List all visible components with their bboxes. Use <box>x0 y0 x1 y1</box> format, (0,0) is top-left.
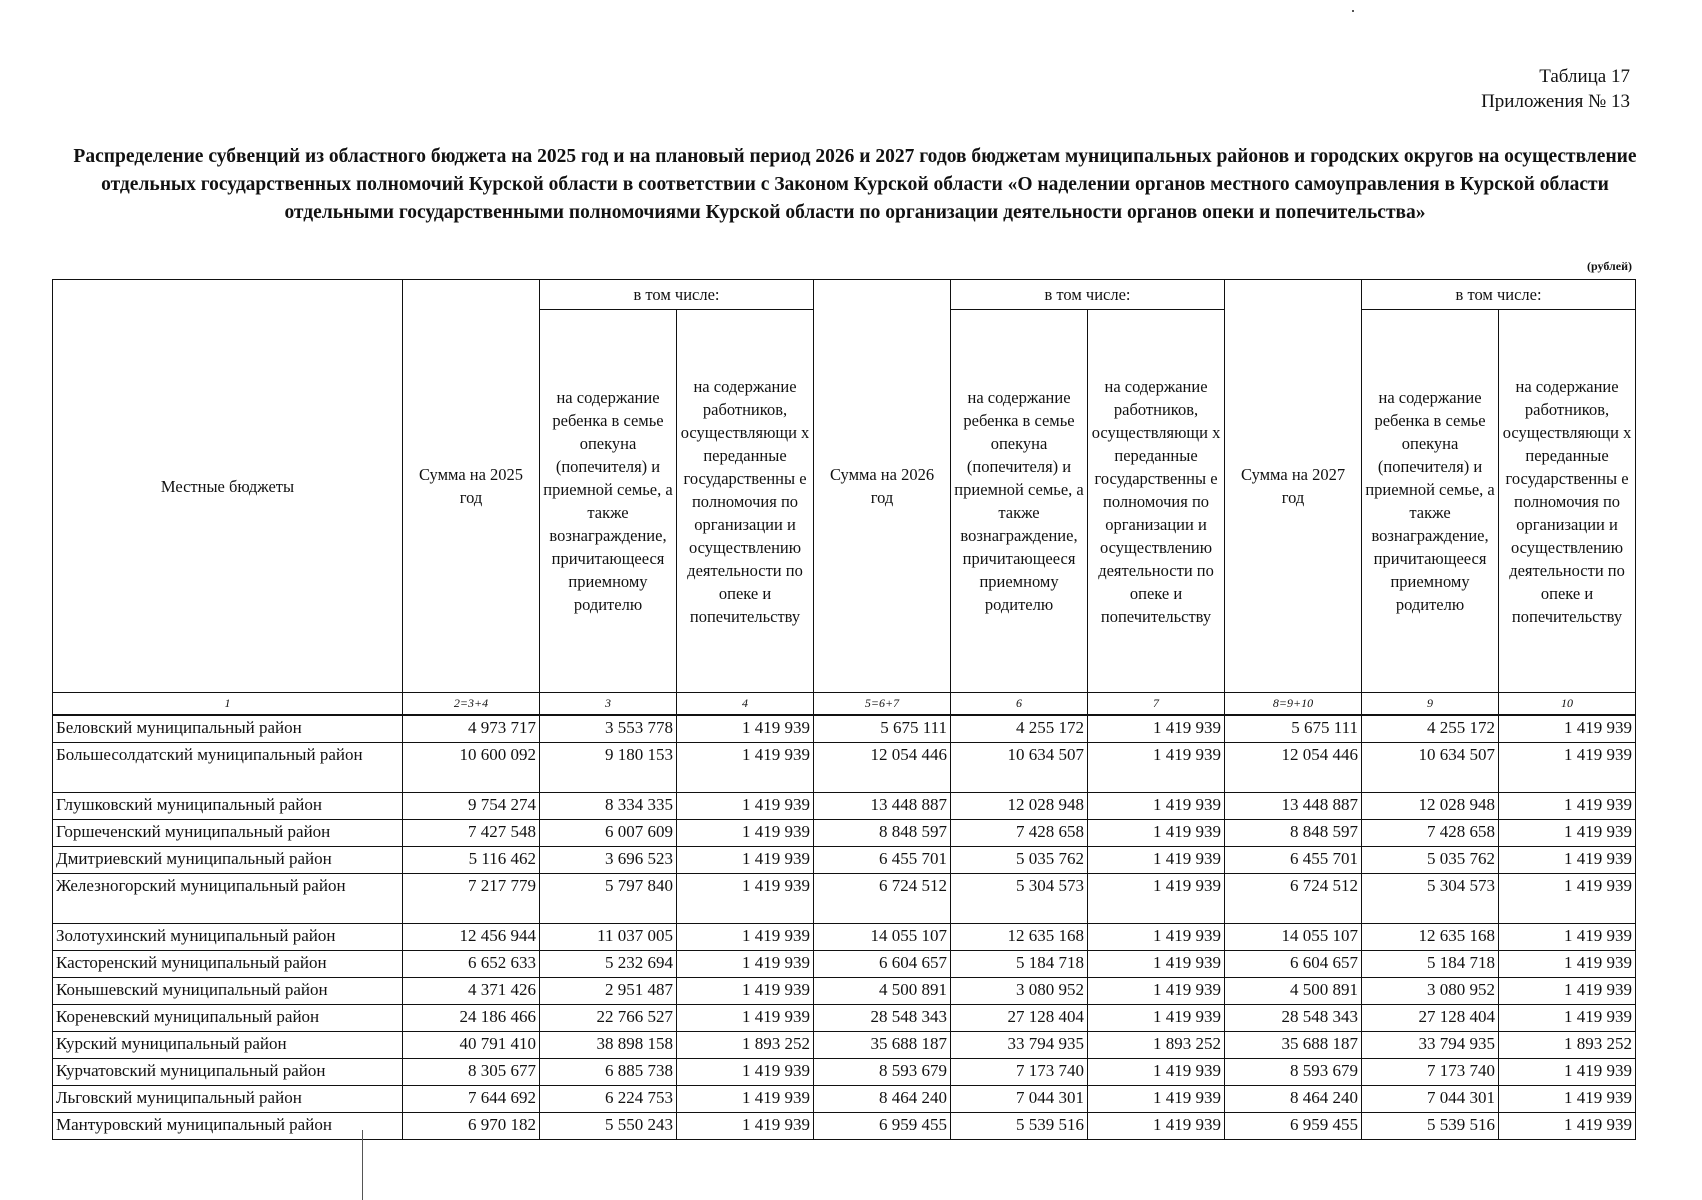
table-row <box>53 951 1636 978</box>
district-name: Курский муниципальный район <box>53 1032 403 1059</box>
value-cell: 12 054 446 <box>1225 743 1362 793</box>
column-number: 6 <box>951 693 1088 716</box>
value-cell: 12 456 944 <box>403 924 540 951</box>
column-number-row <box>53 693 1636 716</box>
district-name: Беловский муниципальный район <box>53 715 403 743</box>
value-cell: 1 419 939 <box>677 978 814 1005</box>
value-cell: 14 055 107 <box>814 924 951 951</box>
value-cell: 33 794 935 <box>951 1032 1088 1059</box>
value-cell: 5 304 573 <box>1362 874 1499 924</box>
column-number: 10 <box>1499 693 1636 716</box>
value-cell: 11 037 005 <box>540 924 677 951</box>
value-cell: 10 634 507 <box>1362 743 1499 793</box>
value-cell: 5 539 516 <box>1362 1113 1499 1140</box>
value-cell: 6 007 609 <box>540 820 677 847</box>
value-cell: 4 500 891 <box>814 978 951 1005</box>
value-cell: 1 419 939 <box>1499 715 1636 743</box>
value-cell: 7 428 658 <box>951 820 1088 847</box>
value-cell: 1 419 939 <box>1499 978 1636 1005</box>
value-cell: 12 635 168 <box>951 924 1088 951</box>
table-row <box>53 978 1636 1005</box>
value-cell: 5 184 718 <box>1362 951 1499 978</box>
value-cell: 6 224 753 <box>540 1086 677 1113</box>
value-cell: 12 054 446 <box>814 743 951 793</box>
value-cell: 1 419 939 <box>1088 1005 1225 1032</box>
table-row <box>53 793 1636 820</box>
value-cell: 1 419 939 <box>1088 847 1225 874</box>
table-row <box>53 1113 1636 1140</box>
value-cell: 1 419 939 <box>1088 820 1225 847</box>
value-cell: 5 550 243 <box>540 1113 677 1140</box>
table-label-block <box>1330 64 1630 114</box>
value-cell: 1 419 939 <box>677 847 814 874</box>
value-cell: 1 419 939 <box>677 951 814 978</box>
value-cell: 1 419 939 <box>1499 1005 1636 1032</box>
district-name: Золотухинский муниципальный район <box>53 924 403 951</box>
table-row <box>53 924 1636 951</box>
value-cell: 1 419 939 <box>1499 743 1636 793</box>
value-cell: 1 893 252 <box>1499 1032 1636 1059</box>
value-cell: 9 180 153 <box>540 743 677 793</box>
value-cell: 35 688 187 <box>1225 1032 1362 1059</box>
value-cell: 4 371 426 <box>403 978 540 1005</box>
value-cell: 1 419 939 <box>1088 715 1225 743</box>
value-cell: 7 173 740 <box>1362 1059 1499 1086</box>
value-cell: 1 419 939 <box>1088 951 1225 978</box>
value-cell: 27 128 404 <box>1362 1005 1499 1032</box>
district-name: Горшеченский муниципальный район <box>53 820 403 847</box>
value-cell: 6 724 512 <box>814 874 951 924</box>
value-cell: 1 419 939 <box>1088 1086 1225 1113</box>
value-cell: 6 604 657 <box>814 951 951 978</box>
column-number: 7 <box>1088 693 1225 716</box>
district-name: Большесолдатский муниципальный район <box>53 743 403 793</box>
value-cell: 40 791 410 <box>403 1032 540 1059</box>
column-number: 8=9+10 <box>1225 693 1362 716</box>
value-cell: 38 898 158 <box>540 1032 677 1059</box>
value-cell: 4 255 172 <box>951 715 1088 743</box>
value-cell: 3 080 952 <box>951 978 1088 1005</box>
value-cell: 10 600 092 <box>403 743 540 793</box>
value-cell: 5 304 573 <box>951 874 1088 924</box>
value-cell: 1 419 939 <box>677 1113 814 1140</box>
column-number: 5=6+7 <box>814 693 951 716</box>
header-staff-2026: на содержание работников, осуществляющи х переданные государственны е полномочия по организации и осуществлению деятельности по опеке и попечительству <box>1088 310 1225 693</box>
table-row <box>53 743 1636 793</box>
value-cell: 6 455 701 <box>1225 847 1362 874</box>
header-group-2025: в том числе: <box>540 280 814 310</box>
value-cell: 1 419 939 <box>1499 951 1636 978</box>
value-cell: 7 644 692 <box>403 1086 540 1113</box>
value-cell: 7 217 779 <box>403 874 540 924</box>
district-name: Железногорский муниципальный район <box>53 874 403 924</box>
value-cell: 5 797 840 <box>540 874 677 924</box>
value-cell: 1 419 939 <box>677 874 814 924</box>
header-child-2025: на содержание ребенка в семье опекуна (попечителя) и приемной семье, а также вознаграждение, причитающееся приемному родителю <box>540 310 677 693</box>
value-cell: 5 675 111 <box>1225 715 1362 743</box>
value-cell: 5 232 694 <box>540 951 677 978</box>
value-cell: 7 428 658 <box>1362 820 1499 847</box>
table-row <box>53 1086 1636 1113</box>
value-cell: 6 885 738 <box>540 1059 677 1086</box>
district-name: Касторенский муниципальный район <box>53 951 403 978</box>
value-cell: 1 419 939 <box>677 1086 814 1113</box>
header-staff-2027: на содержание работников, осуществляющи х переданные государственны е полномочия по организации и осуществлению деятельности по опеке и попечительству <box>1499 310 1636 693</box>
value-cell: 1 419 939 <box>1499 820 1636 847</box>
value-cell: 35 688 187 <box>814 1032 951 1059</box>
value-cell: 14 055 107 <box>1225 924 1362 951</box>
value-cell: 6 970 182 <box>403 1113 540 1140</box>
value-cell: 27 128 404 <box>951 1005 1088 1032</box>
district-name: Кореневский муниципальный район <box>53 1005 403 1032</box>
value-cell: 7 173 740 <box>951 1059 1088 1086</box>
value-cell: 13 448 887 <box>1225 793 1362 820</box>
value-cell: 6 959 455 <box>1225 1113 1362 1140</box>
value-cell: 1 419 939 <box>677 1005 814 1032</box>
value-cell: 1 419 939 <box>677 924 814 951</box>
value-cell: 5 184 718 <box>951 951 1088 978</box>
value-cell: 5 539 516 <box>951 1113 1088 1140</box>
value-cell: 4 973 717 <box>403 715 540 743</box>
value-cell: 8 848 597 <box>1225 820 1362 847</box>
value-cell: 8 305 677 <box>403 1059 540 1086</box>
value-cell: 7 427 548 <box>403 820 540 847</box>
scan-artifact <box>362 1130 363 1200</box>
table-row <box>53 1059 1636 1086</box>
value-cell: 2 951 487 <box>540 978 677 1005</box>
value-cell: 7 044 301 <box>1362 1086 1499 1113</box>
value-cell: 1 419 939 <box>1088 1113 1225 1140</box>
value-cell: 1 419 939 <box>1499 1086 1636 1113</box>
value-cell: 1 419 939 <box>1088 793 1225 820</box>
value-cell: 3 080 952 <box>1362 978 1499 1005</box>
value-cell: 9 754 274 <box>403 793 540 820</box>
header-child-2027: на содержание ребенка в семье опекуна (попечителя) и приемной семье, а также вознаграждение, причитающееся приемному родителю <box>1362 310 1499 693</box>
value-cell: 1 419 939 <box>677 743 814 793</box>
header-sum-2027: Сумма на 2027 год <box>1225 280 1362 693</box>
table-number-label: Таблица 17 <box>1539 66 1630 87</box>
header-child-2026: на содержание ребенка в семье опекуна (попечителя) и приемной семье, а также вознаграждение, причитающееся приемному родителю <box>951 310 1088 693</box>
value-cell: 8 334 335 <box>540 793 677 820</box>
value-cell: 1 419 939 <box>1499 1059 1636 1086</box>
value-cell: 8 593 679 <box>1225 1059 1362 1086</box>
value-cell: 5 035 762 <box>951 847 1088 874</box>
value-cell: 1 419 939 <box>677 793 814 820</box>
value-cell: 1 419 939 <box>1088 743 1225 793</box>
value-cell: 1 419 939 <box>1499 847 1636 874</box>
district-name: Мантуровский муниципальный район <box>53 1113 403 1140</box>
table-row <box>53 874 1636 924</box>
value-cell: 1 419 939 <box>1499 874 1636 924</box>
column-number: 4 <box>677 693 814 716</box>
appendix-label: Приложения № 13 <box>1481 91 1630 112</box>
value-cell: 6 724 512 <box>1225 874 1362 924</box>
header-sum-2026: Сумма на 2026 год <box>814 280 951 693</box>
value-cell: 13 448 887 <box>814 793 951 820</box>
value-cell: 1 419 939 <box>677 715 814 743</box>
value-cell: 1 419 939 <box>1088 874 1225 924</box>
subvention-table <box>52 279 1636 1140</box>
header-staff-2025: на содержание работников, осуществляющи х переданные государственны е полномочия по организации и осуществлению деятельности по опеке и попечительству <box>677 310 814 693</box>
value-cell: 6 455 701 <box>814 847 951 874</box>
value-cell: 1 419 939 <box>1088 924 1225 951</box>
value-cell: 4 255 172 <box>1362 715 1499 743</box>
value-cell: 12 028 948 <box>951 793 1088 820</box>
value-cell: 8 848 597 <box>814 820 951 847</box>
table-row <box>53 1032 1636 1059</box>
district-name: Курчатовский муниципальный район <box>53 1059 403 1086</box>
value-cell: 1 419 939 <box>1088 978 1225 1005</box>
value-cell: 33 794 935 <box>1362 1032 1499 1059</box>
value-cell: 5 116 462 <box>403 847 540 874</box>
district-name: Дмитриевский муниципальный район <box>53 847 403 874</box>
value-cell: 5 035 762 <box>1362 847 1499 874</box>
value-cell: 24 186 466 <box>403 1005 540 1032</box>
district-name: Глушковский муниципальный район <box>53 793 403 820</box>
value-cell: 1 419 939 <box>1499 924 1636 951</box>
scan-artifact <box>1352 10 1354 12</box>
value-cell: 8 593 679 <box>814 1059 951 1086</box>
value-cell: 6 959 455 <box>814 1113 951 1140</box>
value-cell: 28 548 343 <box>1225 1005 1362 1032</box>
district-name: Льговский муниципальный район <box>53 1086 403 1113</box>
value-cell: 3 553 778 <box>540 715 677 743</box>
value-cell: 6 604 657 <box>1225 951 1362 978</box>
value-cell: 1 419 939 <box>1499 1113 1636 1140</box>
header-group-2026: в том числе: <box>951 280 1225 310</box>
value-cell: 22 766 527 <box>540 1005 677 1032</box>
value-cell: 8 464 240 <box>1225 1086 1362 1113</box>
value-cell: 1 419 939 <box>1499 793 1636 820</box>
value-cell: 1 419 939 <box>1088 1059 1225 1086</box>
header-local-budgets: Местные бюджеты <box>53 280 403 693</box>
table-row <box>53 847 1636 874</box>
table-row <box>53 715 1636 743</box>
value-cell: 4 500 891 <box>1225 978 1362 1005</box>
value-cell: 6 652 633 <box>403 951 540 978</box>
value-cell: 1 893 252 <box>1088 1032 1225 1059</box>
value-cell: 28 548 343 <box>814 1005 951 1032</box>
value-cell: 10 634 507 <box>951 743 1088 793</box>
value-cell: 1 419 939 <box>677 1059 814 1086</box>
table-row <box>53 820 1636 847</box>
column-number: 9 <box>1362 693 1499 716</box>
column-number: 1 <box>53 693 403 716</box>
value-cell: 5 675 111 <box>814 715 951 743</box>
value-cell: 1 893 252 <box>677 1032 814 1059</box>
table-row <box>53 1005 1636 1032</box>
units-label: (рублей) <box>1586 259 1632 273</box>
value-cell: 12 635 168 <box>1362 924 1499 951</box>
value-cell: 7 044 301 <box>951 1086 1088 1113</box>
value-cell: 8 464 240 <box>814 1086 951 1113</box>
column-number: 2=3+4 <box>403 693 540 716</box>
header-group-2027: в том числе: <box>1362 280 1636 310</box>
column-number: 3 <box>540 693 677 716</box>
document-title: Распределение субвенций из областного бюджета на 2025 год и на плановый период 2026 и 2027 годов бюджетам муниципальных районов и городских округов на осуществление отдельных государственных полномочий Курской области в соответствии с Законом Курской области «О наделении органов местного самоуправления в Курской области отдельными государственными полномочиями Курской области по организации деятельности органов опеки и попечительства» <box>73 146 1637 223</box>
value-cell: 12 028 948 <box>1362 793 1499 820</box>
header-sum-2025: Сумма на 2025 год <box>403 280 540 693</box>
value-cell: 3 696 523 <box>540 847 677 874</box>
value-cell: 1 419 939 <box>677 820 814 847</box>
district-name: Конышевский муниципальный район <box>53 978 403 1005</box>
